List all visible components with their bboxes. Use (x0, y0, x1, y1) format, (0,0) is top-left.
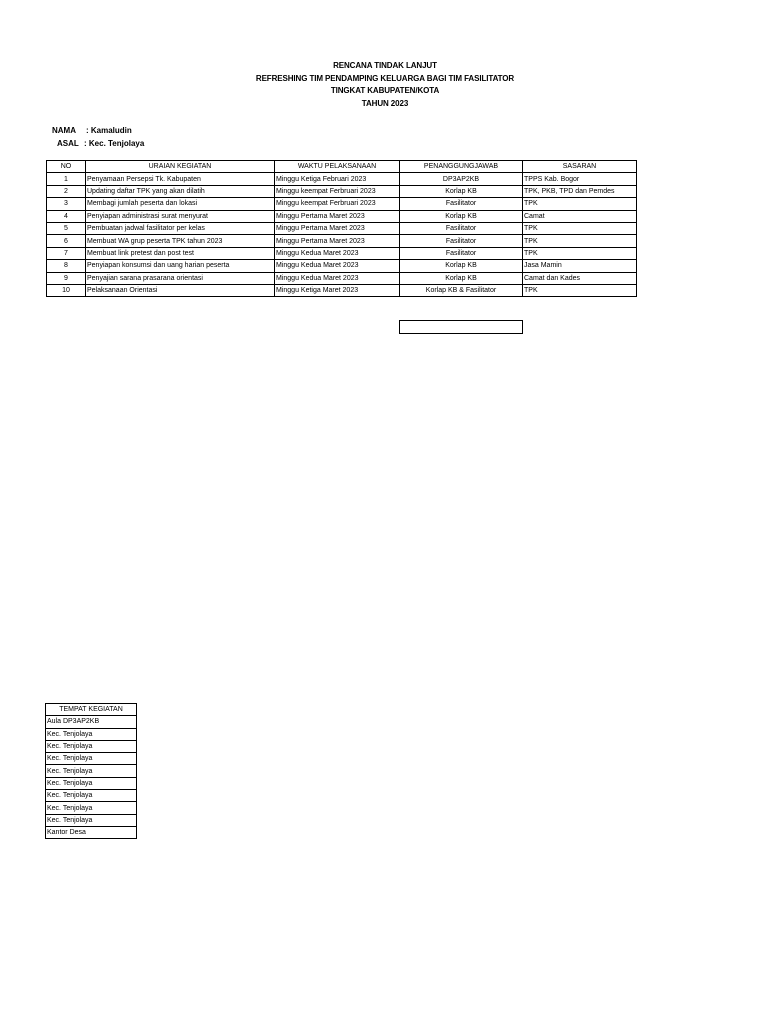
document-title: RENCANA TINDAK LANJUT (333, 61, 437, 70)
header-uraian-kegiatan: URAIAN KEGIATAN (86, 161, 275, 173)
cell-sasaran: Jasa Mamin (523, 260, 637, 272)
cell-waktu: Minggu keempat Ferbruari 2023 (275, 198, 400, 210)
activity-table (46, 160, 637, 297)
cell-penanggungjawab: Korlap KB (400, 185, 523, 197)
cell-waktu: Minggu Pertama Maret 2023 (275, 210, 400, 222)
asal-value: : Kec. Tenjolaya (84, 139, 145, 148)
document-subtitle: REFRESHING TIM PENDAMPING KELUARGA BAGI TIM FASILITATOR (255, 73, 515, 83)
header-tempat-kegiatan: TEMPAT KEGIATAN (46, 704, 137, 716)
cell-sasaran: TPK (523, 222, 637, 234)
header-sasaran: SASARAN (523, 161, 637, 173)
cell-tempat: Kec. Tenjolaya (46, 802, 137, 814)
cell-uraian: Penyajian sarana prasarana orientasi (86, 272, 275, 284)
cell-tempat: Kantor Desa (46, 826, 137, 838)
cell-uraian: Updating daftar TPK yang akan dilatih (86, 185, 275, 197)
cell-penanggungjawab: Fasilitator (400, 235, 523, 247)
cell-waktu: Minggu Kedua Maret 2023 (275, 272, 400, 284)
table-row (47, 247, 637, 259)
table-row (46, 790, 137, 802)
tempat-table-header (46, 704, 137, 716)
cell-sasaran: Camat (523, 210, 637, 222)
table-row (47, 272, 637, 284)
table-row (46, 826, 137, 838)
cell-penanggungjawab: Fasilitator (400, 222, 523, 234)
cell-no: 9 (47, 272, 86, 284)
cell-uraian: Penyiapan konsumsi dan uang harian peserta (86, 260, 275, 272)
cell-sasaran: TPK (523, 198, 637, 210)
cell-no: 1 (47, 173, 86, 185)
table-row (47, 185, 637, 197)
cell-no: 6 (47, 235, 86, 247)
header-no: NO (47, 161, 86, 173)
header-penanggungjawab: PENANGGUNGJAWAB (400, 161, 523, 173)
table-row (47, 260, 637, 272)
cell-sasaran: TPK, PKB, TPD dan Pemdes (523, 185, 637, 197)
cell-waktu: Minggu Kedua Maret 2023 (275, 260, 400, 272)
identity-block (52, 124, 144, 150)
table-row (46, 814, 137, 826)
cell-penanggungjawab: DP3AP2KB (400, 173, 523, 185)
nama-value: : Kamaludin (86, 126, 132, 135)
cell-uraian: Membuat WA grup peserta TPK tahun 2023 (86, 235, 275, 247)
cell-uraian: Membagi jumlah peserta dan lokasi (86, 198, 275, 210)
asal-row (52, 137, 144, 150)
cell-penanggungjawab: Korlap KB (400, 260, 523, 272)
cell-penanggungjawab: Korlap KB & Fasilitator (400, 284, 523, 296)
cell-sasaran: TPPS Kab. Bogor (523, 173, 637, 185)
cell-penanggungjawab: Korlap KB (400, 210, 523, 222)
table-row (46, 740, 137, 752)
cell-uraian: Pembuatan jadwal fasilitator per kelas (86, 222, 275, 234)
cell-sasaran: TPK (523, 247, 637, 259)
cell-tempat: Aula DP3AP2KB (46, 716, 137, 728)
cell-uraian: Penyamaan Persepsi Tk. Kabupaten (86, 173, 275, 185)
cell-tempat: Kec. Tenjolaya (46, 728, 137, 740)
cell-uraian: Pelaksanaan Orientasi (86, 284, 275, 296)
cell-tempat: Kec. Tenjolaya (46, 790, 137, 802)
cell-tempat: Kec. Tenjolaya (46, 753, 137, 765)
cell-uraian: Membuat link pretest dan post test (86, 247, 275, 259)
cell-no: 5 (47, 222, 86, 234)
cell-waktu: Minggu Kedua Maret 2023 (275, 247, 400, 259)
cell-penanggungjawab: Fasilitator (400, 247, 523, 259)
cell-no: 2 (47, 185, 86, 197)
table-row (47, 222, 637, 234)
cell-no: 10 (47, 284, 86, 296)
table-row (46, 753, 137, 765)
table-row (47, 284, 637, 296)
cell-waktu: Minggu Pertama Maret 2023 (275, 222, 400, 234)
cell-waktu: Minggu Pertama Maret 2023 (275, 235, 400, 247)
table-row (47, 210, 637, 222)
cell-sasaran: TPK (523, 284, 637, 296)
table-row (46, 777, 137, 789)
table-row (46, 728, 137, 740)
empty-cell-box (399, 320, 523, 334)
cell-waktu: Minggu Ketiga Maret 2023 (275, 284, 400, 296)
table-row (47, 198, 637, 210)
header-waktu-pelaksanaan: WAKTU PELAKSANAAN (275, 161, 400, 173)
cell-tempat: Kec. Tenjolaya (46, 740, 137, 752)
cell-waktu: Minggu keempat Ferbruari 2023 (275, 185, 400, 197)
table-row (46, 802, 137, 814)
table-row (47, 173, 637, 185)
table-row (47, 235, 637, 247)
cell-no: 8 (47, 260, 86, 272)
cell-waktu: Minggu Ketiga Februari 2023 (275, 173, 400, 185)
asal-label: ASAL (57, 139, 79, 148)
tempat-kegiatan-table (45, 703, 137, 839)
nama-label: NAMA (52, 126, 76, 135)
cell-sasaran: Camat dan Kades (523, 272, 637, 284)
cell-sasaran: TPK (523, 235, 637, 247)
cell-tempat: Kec. Tenjolaya (46, 765, 137, 777)
table-row (46, 765, 137, 777)
cell-penanggungjawab: Korlap KB (400, 272, 523, 284)
cell-penanggungjawab: Fasilitator (400, 198, 523, 210)
cell-tempat: Kec. Tenjolaya (46, 777, 137, 789)
document-level: TINGKAT KABUPATEN/KOTA (330, 86, 440, 95)
nama-row (52, 124, 144, 137)
cell-no: 3 (47, 198, 86, 210)
cell-uraian: Penyiapan administrasi surat menyurat (86, 210, 275, 222)
cell-no: 7 (47, 247, 86, 259)
activity-table-header (47, 161, 637, 173)
table-row (46, 716, 137, 728)
cell-no: 4 (47, 210, 86, 222)
document-year: TAHUN 2023 (361, 98, 409, 108)
cell-tempat: Kec. Tenjolaya (46, 814, 137, 826)
